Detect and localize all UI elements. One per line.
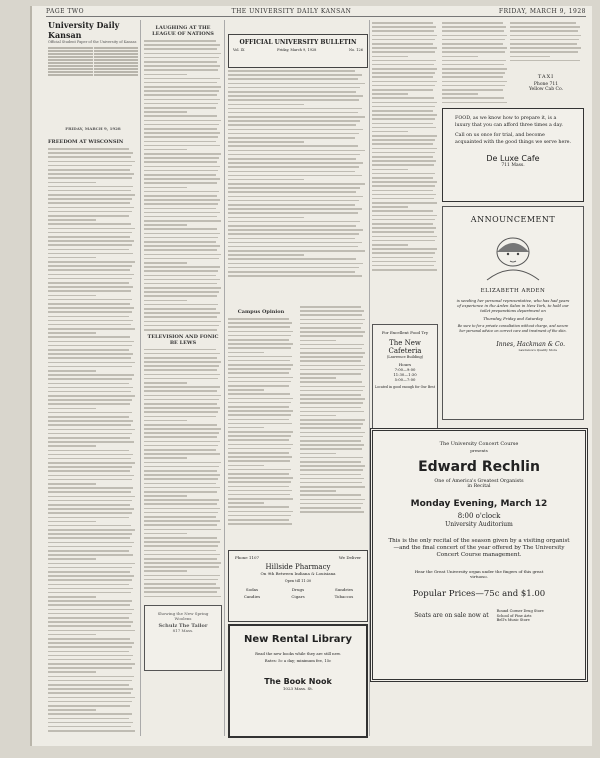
rental-title: New Rental Library [244,634,352,645]
sixth-column-text [442,22,508,110]
event-venue: University Auditorium [445,521,513,528]
masthead-subtitle: Official Student Paper of the University of Kansas [48,40,137,44]
store-signature: Innes, Hackman & Co. [496,341,565,349]
taxi-ad: TAXI Phone 711 Yellow Cab Co. [528,74,564,92]
deluxe-cafe-ad: FOOD, as we know how to prepare it, is a luxury that you can afford three times a day. Call on us once for trial, and become acquainted with the good things we serve here. De Luxe Cafe 711 Mass. [442,108,584,202]
ticket-prices: Popular Prices—75c and $1.00 [412,589,546,599]
bulletin-notices [228,70,366,310]
campus-opinion-title: Campus Opinion [237,309,285,315]
cafeteria-ad: For Excellent Food Try The New Cafeteria (Lawrence Building) Hours 7:00—9:00 11:30—1:30 5:00—7:00 Located in good enough for Our Best [372,324,438,434]
pharmacy-name: Hillside Pharmacy [265,563,331,571]
rental-library-ad: New Rental Library Read the new books while they are still new. Rates: 5c a day; minimum fee, 15c The Book Nook 1023 Mass. St. [228,624,368,738]
elizabeth-arden-announcement: ANNOUNCEMENT ELIZABETH ARDEN is sending her personal representative, who has had years of experience in the Arden Salon in New York, to hold our toilet preparations department on Thursday, Friday and Saturday Be sure to for a private consultation without charge, and secure her personal advice on correct care and treatment of the skin. Innes, Hackman & Co. Lawrence's Quality Store [442,206,584,420]
tailor-ad: Showing the New Spring Woolens Schulz The Tailor 817 Mass. [144,605,222,671]
paper-name: THE UNIVERSITY DAILY KANSAN [231,7,352,15]
pharmacy-items: Sodas Drugs Sundries Candies Cigars Tobaccos [243,587,354,599]
fourth-column-text [300,306,366,546]
third-column-text [228,306,294,546]
fifth-column-text [372,22,438,322]
event-date: Monday Evening, March 12 [410,499,548,509]
portrait-illustration-icon [483,230,543,282]
television-headline: TELEVISION AND FONIC BE LEWS [147,333,219,346]
seventh-column-text [510,22,582,68]
newspaper-page [30,6,592,746]
league-headline: LAUGHING AT THE LEAGUE OF NATIONS [152,25,214,37]
second-column [144,22,222,737]
hillside-pharmacy-ad: Phone 1107 We Deliver Hillside Pharmacy On 9th Between Indiana & Louisiana Open till 11:30 Sodas Drugs Sundries Candies Cigars Tobaccos [228,550,368,622]
announcement-title: ANNOUNCEMENT [470,215,556,224]
deluxe-cafe-name: De Luxe Cafe [486,154,540,163]
concert-course-ad: The University Concert Course presents Edward Rechlin One of America's Greatest Organists in Recital Monday Evening, March 12 8:00 o'clock University Auditorium This is the only recital of the season given by a visiting organist—and the final concert of the year offered by The University Concert Course management. Hear the Great University organ under the fingers of this great virtuoso. Popular Prices—75c and $1.00 Seats are on sale now at Round Corner Drug Store School of Fine Arts Bell's Music Store [370,428,588,682]
editorial-column [48,136,136,736]
artist-name: Edward Rechlin [418,459,540,475]
bulletin-title: OFFICIAL UNIVERSITY BULLETIN [239,39,357,46]
page-number: PAGE TWO [46,7,84,15]
page-header [46,6,586,17]
masthead [48,20,138,131]
university-bulletin: OFFICIAL UNIVERSITY BULLETIN Vol. IX Friday, March 9, 1928 No. 126 [228,34,368,68]
masthead-date: FRIDAY, MARCH 9, 1928 [65,126,121,131]
cafeteria-name: The New Cafeteria [388,339,422,355]
issue-date: FRIDAY, MARCH 9, 1928 [498,7,586,15]
arden-name: ELIZABETH ARDEN [480,288,546,294]
editorial-headline: FREEDOM AT WISCONSIN [48,139,124,145]
ticket-outlets: Round Corner Drug Store School of Fine Arts Bell's Music Store [496,609,544,623]
event-time: 8:00 o'clock [457,512,501,520]
book-nook-name: The Book Nook [264,677,332,686]
masthead-title: University Daily Kansan [48,20,120,40]
